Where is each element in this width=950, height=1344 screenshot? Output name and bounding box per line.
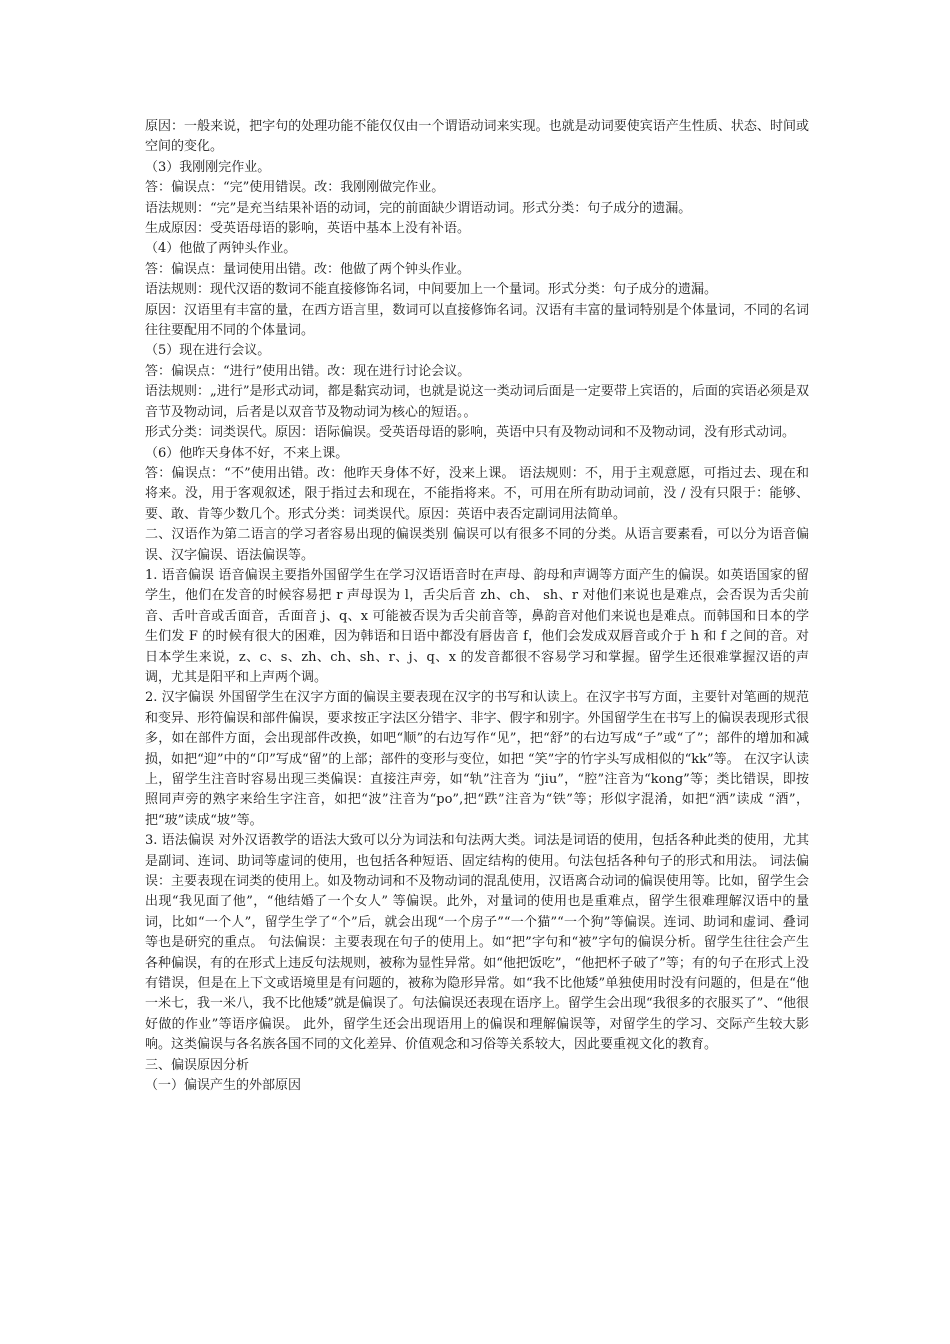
grammar-errors-paragraph: 3. 语法偏误 对外汉语教学的语法大致可以分为词法和句法两大类。词法是词语的使用，包括各种此类的使用，尤其是副词、连词、助词等虚词的使用，也包括各种短语、固定结构的使用。句法包括各种句子的形式和用法。 词法偏误：主要表现在词类的使用上。如及物动词和不及物动词的混乱使用，汉语离合动词的偏误使用等。比如，留学生会出现“我见面了他”，“他结婚了一个女人” 等偏误。此外，对量词的使用也是重难点，留学生很难理解汉语中的量词，比如“一个人”，留学生学了“个”后，就会出现“一个房子”“一个猫”“一个狗”等偏误。连词、助词和虚词、叠词等也是研究的重点。 句法偏误：主要表现在句子的使用上。如“把”字句和“被”字句的偏误分析。留学生往往会产生各种偏误，有的在形式上违反句法规则，被称为显性异常。如“他把饭吃”，“他把杯子破了”等；有的句子在形式上没有错误，但是在上下文或语境里是有问题的，被称为隐形异常。如“我不比他矮”单独使用时没有问题的，但是在“他一米七，我一米八，我不比他矮”就是偏误了。句法偏误还表现在语序上。留学生会出现“我很多的衣服买了”、“他很好做的作业”等语序偏误。 此外，留学生还会出现语用上的偏误和理解偏误等，对留学生的学习、交际产生较大影响。这类偏误与各名族各国不同的文化差异、价值观念和习俗等关系较大，因此要重视文化的教育。 xyxy=(145,833,809,1053)
example-4-answer: 答：偏误点：量词使用出错。改：他做了两个钟头作业。 xyxy=(145,261,471,277)
example-3-grammar-rule: 语法规则：“完”是充当结果补语的动词，完的前面缺少谓语动词。形式分类：句子成分的遗漏。 xyxy=(145,200,692,216)
example-5-classification: 形式分类：词类误代。原因：语际偏误。受英语母语的影响，英语中只有及物动词和不及物动词，没有形式动词。 xyxy=(145,425,796,441)
character-errors-paragraph: 2. 汉字偏误 外国留学生在汉字方面的偏误主要表现在汉字的书写和认读上。在汉字书写方面，主要针对笔画的规范和变异、形符偏误和部件偏误，要求按正字法区分错字、非字、假字和别字。外国留学生在书写上的偏误表现形式很多，如在部件方面，会出现部件改换，如吧“顺”的右边写作“见”，把“舒”的右边写成“子”或“了”；部件的增加和减损，如把“迎”中的“卬”写成“留”的上部；部件的变形与变位，如把 “笑”字的竹字头写成相似的“kk”等。 在汉字认读上，留学生注音时容易出现三类偏误：直接注声旁，如“轨”注音为 “jiu”，“腔”注音为“kong”等；类比错误，即按照同声旁的熟字来给生字注音，如把“波”注音为“po”,把“跌”注音为“铁”等；形似字混淆，如把“洒”读成 “酒”，把“玻”读成“坡”等。 xyxy=(145,690,809,828)
subsection-1-heading: （一）偏误产生的外部原因 xyxy=(145,1078,302,1094)
example-4-grammar-rule: 语法规则：现代汉语的数词不能直接修饰名词，中间要加上一个量词。形式分类：句子成分的遗漏。 xyxy=(145,282,718,298)
example-3-answer: 答：偏误点：“完”使用错误。改：我刚刚做完作业。 xyxy=(145,180,445,196)
document-body xyxy=(145,117,809,1097)
example-5-sentence: （5）现在进行会议。 xyxy=(145,343,271,359)
example-5-answer: 答：偏误点：“进行”使用出错。改：现在进行讨论会议。 xyxy=(145,363,471,379)
example-4-cause: 原因：汉语里有丰富的量，在西方语言里，数词可以直接修饰名词。汉语有丰富的量词特别是个体量词，不同的名词往往要配用不同的个体量词。 xyxy=(145,302,809,339)
example-6-sentence: （6）他昨天身体不好，不来上课。 xyxy=(145,445,349,461)
paragraph-reason-ba-sentence: 原因：一般来说，把字句的处理功能不能仅仅由一个谓语动词来实现。也就是动词要使宾语产生性质、状态、时间或空间的变化。 xyxy=(145,119,809,155)
example-4-sentence: （4）他做了两钟头作业。 xyxy=(145,241,297,257)
example-3-sentence: （3）我刚刚完作业。 xyxy=(145,159,271,175)
phonetic-errors-paragraph: 1. 语音偏误 语音偏误主要指外国留学生在学习汉语语音时在声母、韵母和声调等方面产生的偏误。如英语国家的留学生，他们在发音的时候容易把 r 声母误为 l，舌尖后音 zh、ch、 sh、r 对他们来说也是难点，会否误为舌尖前音、舌叶音或舌面音，舌面音 j、q、x 可能被否误为舌尖前音等，鼻韵音对他们来说也是难点。而韩国和日本的学生们发 F 的时候有很大的困难，因为韩语和日语中都没有唇齿音 f，他们会发成双唇音或介于 h 和 f 之间的音。对日本学生来说，z、c、s、zh、ch、sh、r、j、q、x 的发音都很不容易学习和掌握。留学生还很难掌握汉语的声调，尤其是阳平和上声两个调。 xyxy=(145,567,809,685)
example-5-grammar-rule: 语法规则：„进行”是形式动词，都是黏宾动词，也就是说这一类动词后面是一定要带上宾语的，后面的宾语必须是双音节及物动词，后者是以双音节及物动词为核心的短语。。 xyxy=(145,384,809,420)
example-3-cause: 生成原因：受英语母语的影响，英语中基本上没有补语。 xyxy=(145,221,471,237)
section-2-heading: 二、汉语作为第二语言的学习者容易出现的偏误类别 偏误可以有很多不同的分类。从语言要素看，可以分为语音偏误、汉字偏误、语法偏误等。 xyxy=(145,527,809,563)
section-3-heading: 三、偏误原因分析 xyxy=(145,1057,250,1073)
example-6-answer: 答：偏误点：“不”使用出错。改：他昨天身体不好，没来上课。 语法规则：不，用于主观意愿，可指过去、现在和将来。没，用于客观叙述，限于指过去和现在，不能指将来。不，可用在所有助动词前，没 / 没有只限于：能够、要、敢、肯等少数几个。形式分类：词类误代。原因：英语中表否定副词用法简单。 xyxy=(145,465,809,522)
